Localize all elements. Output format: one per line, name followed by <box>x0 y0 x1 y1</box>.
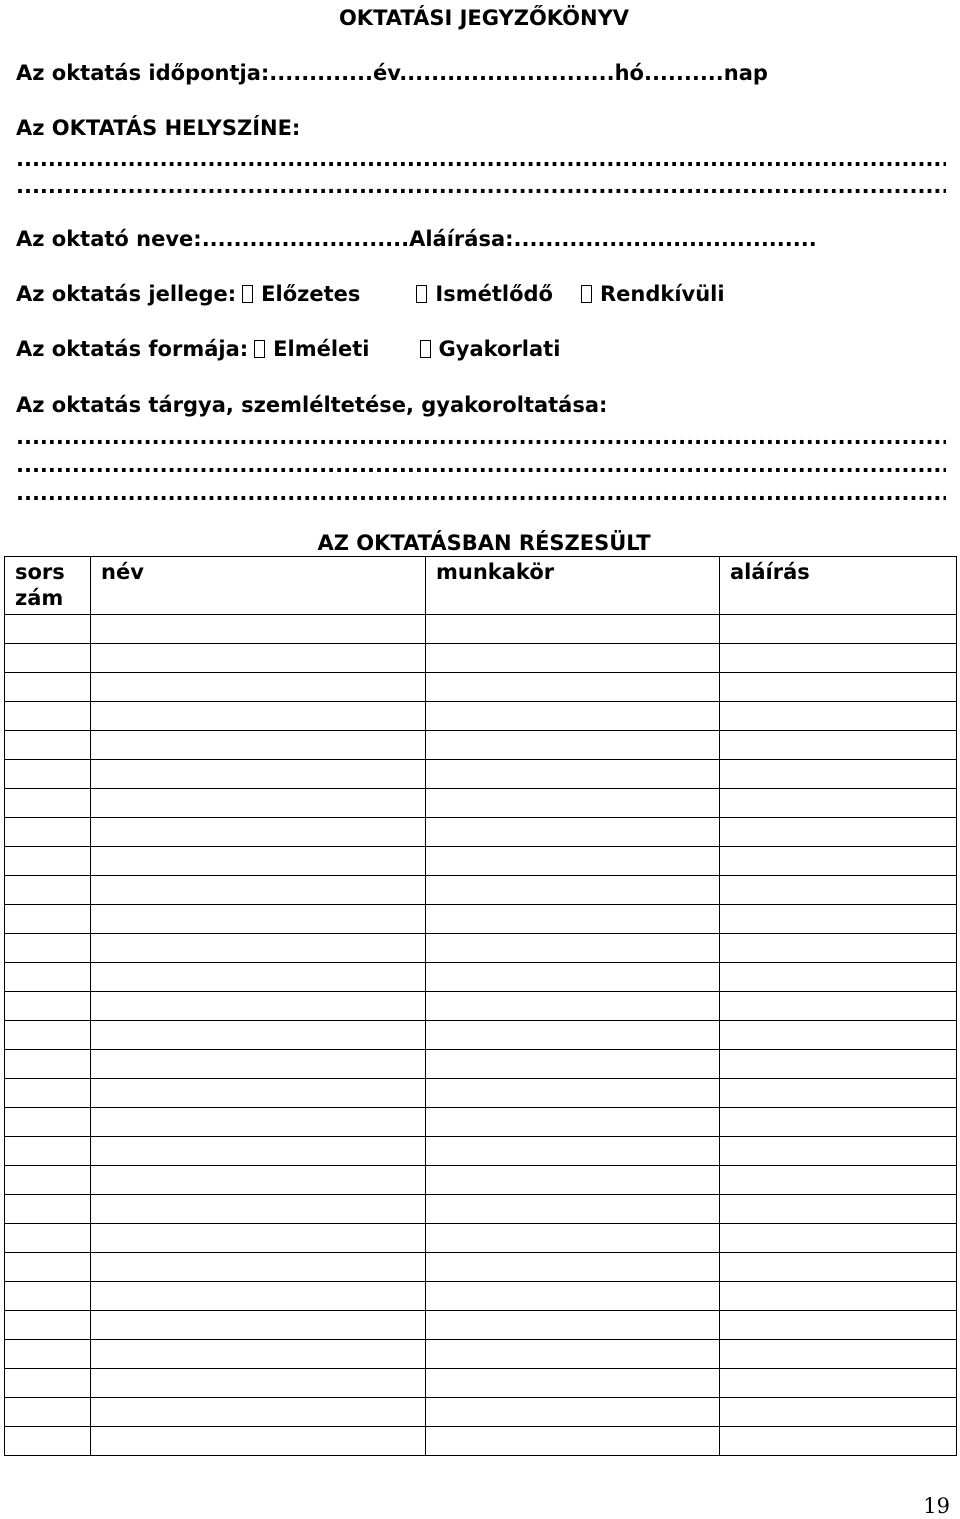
checkbox-icon[interactable] <box>254 340 265 358</box>
table-cell-signature[interactable] <box>720 992 957 1021</box>
subject-dotted-line-1 <box>16 424 946 450</box>
table-cell-name[interactable] <box>91 731 426 760</box>
table-cell-signature[interactable] <box>720 1021 957 1050</box>
table-cell-name[interactable] <box>91 673 426 702</box>
form-label: Az oktatás formája: <box>16 337 249 361</box>
table-row <box>5 789 957 818</box>
table-cell-signature[interactable] <box>720 1340 957 1369</box>
table-cell-job[interactable] <box>426 847 720 876</box>
table-cell-name[interactable] <box>91 934 426 963</box>
table-cell-name[interactable] <box>91 1427 426 1456</box>
table-cell-job[interactable] <box>426 1079 720 1108</box>
table-row <box>5 731 957 760</box>
checkbox-icon[interactable] <box>420 340 431 358</box>
table-cell-number[interactable] <box>5 1340 91 1369</box>
table-cell-number[interactable] <box>5 1137 91 1166</box>
table-cell-number[interactable] <box>5 1282 91 1311</box>
table-row <box>5 847 957 876</box>
column-header-name: név <box>91 557 426 615</box>
table-cell-signature[interactable] <box>720 673 957 702</box>
table-cell-signature[interactable] <box>720 1195 957 1224</box>
table-cell-number[interactable] <box>5 1311 91 1340</box>
table-row <box>5 1137 957 1166</box>
table-row <box>5 702 957 731</box>
nature-row <box>16 281 725 307</box>
table-cell-name[interactable] <box>91 1369 426 1398</box>
table-row <box>5 1021 957 1050</box>
table-cell-name[interactable] <box>91 1079 426 1108</box>
table-cell-signature[interactable] <box>720 1398 957 1427</box>
table-cell-signature[interactable] <box>720 1079 957 1108</box>
table-cell-number[interactable] <box>5 992 91 1021</box>
page-number: 19 <box>923 1494 950 1518</box>
table-row <box>5 1311 957 1340</box>
table-row <box>5 1427 957 1456</box>
table-cell-name[interactable] <box>91 1195 426 1224</box>
table-cell-signature[interactable] <box>720 760 957 789</box>
table-cell-job[interactable] <box>426 1253 720 1282</box>
table-cell-name[interactable] <box>91 1137 426 1166</box>
table-cell-number[interactable] <box>5 876 91 905</box>
table-cell-job[interactable] <box>426 876 720 905</box>
table-cell-number[interactable] <box>5 1398 91 1427</box>
table-cell-number[interactable] <box>5 905 91 934</box>
table-cell-name[interactable] <box>91 1224 426 1253</box>
nature-option-2: Ismétlődő <box>435 282 553 306</box>
location-dotted-line-1 <box>16 146 946 172</box>
table-row <box>5 1253 957 1282</box>
table-cell-name[interactable] <box>91 818 426 847</box>
table-cell-job[interactable] <box>426 1137 720 1166</box>
table-cell-name[interactable] <box>91 789 426 818</box>
table-cell-signature[interactable] <box>720 702 957 731</box>
table-row <box>5 1108 957 1137</box>
subject-dotted-line-3 <box>16 480 946 506</box>
table-cell-name[interactable] <box>91 615 426 644</box>
table-cell-job[interactable] <box>426 760 720 789</box>
table-cell-name[interactable] <box>91 847 426 876</box>
table-cell-number[interactable] <box>5 673 91 702</box>
table-cell-job[interactable] <box>426 673 720 702</box>
table-cell-job[interactable] <box>426 789 720 818</box>
table-cell-number[interactable] <box>5 615 91 644</box>
table-cell-signature[interactable] <box>720 1050 957 1079</box>
location-dotted-line-2 <box>16 173 946 199</box>
table-cell-signature[interactable] <box>720 1137 957 1166</box>
table-cell-signature[interactable] <box>720 1253 957 1282</box>
participants-title: AZ OKTATÁSBAN RÉSZESÜLT <box>317 531 651 555</box>
table-cell-job[interactable] <box>426 1369 720 1398</box>
table-body <box>5 615 957 1456</box>
table-cell-name[interactable] <box>91 760 426 789</box>
table-cell-job[interactable] <box>426 1340 720 1369</box>
table-cell-number[interactable] <box>5 847 91 876</box>
table-row <box>5 1224 957 1253</box>
table-cell-signature[interactable] <box>720 1108 957 1137</box>
table-cell-number[interactable] <box>5 1108 91 1137</box>
nature-label: Az oktatás jellege: <box>16 282 237 306</box>
table-cell-number[interactable] <box>5 1079 91 1108</box>
table-cell-job[interactable] <box>426 1108 720 1137</box>
table-cell-signature[interactable] <box>720 934 957 963</box>
table-row <box>5 876 957 905</box>
table-row <box>5 1079 957 1108</box>
table-cell-signature[interactable] <box>720 615 957 644</box>
table-cell-number[interactable] <box>5 644 91 673</box>
table-row <box>5 1398 957 1427</box>
form-option-1: Elméleti <box>273 337 370 361</box>
table-cell-name[interactable] <box>91 702 426 731</box>
table-cell-number[interactable] <box>5 1021 91 1050</box>
table-cell-number[interactable] <box>5 1369 91 1398</box>
table-cell-name[interactable] <box>91 963 426 992</box>
table-cell-signature[interactable] <box>720 847 957 876</box>
table-cell-job[interactable] <box>426 934 720 963</box>
table-cell-signature[interactable] <box>720 1166 957 1195</box>
table-row <box>5 644 957 673</box>
checkbox-icon[interactable] <box>242 285 253 303</box>
table-cell-job[interactable] <box>426 1195 720 1224</box>
table-row <box>5 1340 957 1369</box>
table-cell-job[interactable] <box>426 1166 720 1195</box>
checkbox-icon[interactable] <box>581 285 592 303</box>
subject-dotted-line-2 <box>16 452 946 478</box>
table-cell-name[interactable] <box>91 876 426 905</box>
table-cell-signature[interactable] <box>720 905 957 934</box>
table-row <box>5 1195 957 1224</box>
table-cell-name[interactable] <box>91 1108 426 1137</box>
participants-table <box>4 556 957 1456</box>
column-header-job: munkakör <box>426 557 720 615</box>
table-row <box>5 818 957 847</box>
table-cell-name[interactable] <box>91 1398 426 1427</box>
table-cell-signature[interactable] <box>720 1369 957 1398</box>
table-cell-number[interactable] <box>5 1050 91 1079</box>
table-row <box>5 934 957 963</box>
table-cell-job[interactable] <box>426 905 720 934</box>
table-cell-job[interactable] <box>426 818 720 847</box>
table-cell-number[interactable] <box>5 702 91 731</box>
instructor-line: Az oktató neve:..........................Aláírása:...................................... <box>16 227 817 251</box>
date-line: Az oktatás időpontja:.............év...........................hó..........nap <box>16 61 768 85</box>
table-cell-name[interactable] <box>91 1166 426 1195</box>
table-cell-name[interactable] <box>91 905 426 934</box>
table-cell-number[interactable] <box>5 1253 91 1282</box>
table-cell-signature[interactable] <box>720 963 957 992</box>
table-cell-job[interactable] <box>426 992 720 1021</box>
table-row <box>5 673 957 702</box>
table-cell-signature[interactable] <box>720 1224 957 1253</box>
table-row <box>5 1369 957 1398</box>
nature-option-3: Rendkívüli <box>599 282 725 306</box>
table-cell-job[interactable] <box>426 644 720 673</box>
column-header-number: sors zám <box>5 557 91 615</box>
subject-label: Az oktatás tárgya, szemléltetése, gyakoroltatása: <box>16 393 608 417</box>
table-cell-signature[interactable] <box>720 789 957 818</box>
table-cell-job[interactable] <box>426 1050 720 1079</box>
table-cell-number[interactable] <box>5 731 91 760</box>
document-title: OKTATÁSI JEGYZŐKÖNYV <box>338 6 630 30</box>
table-cell-signature[interactable] <box>720 1427 957 1456</box>
nature-option-1: Előzetes <box>261 282 361 306</box>
table-cell-name[interactable] <box>91 1311 426 1340</box>
location-label: Az OKTATÁS HELYSZÍNE: <box>16 116 301 140</box>
table-cell-name[interactable] <box>91 1253 426 1282</box>
table-cell-name[interactable] <box>91 1050 426 1079</box>
table-cell-signature[interactable] <box>720 818 957 847</box>
checkbox-icon[interactable] <box>416 285 427 303</box>
table-cell-signature[interactable] <box>720 644 957 673</box>
table-cell-job[interactable] <box>426 1282 720 1311</box>
table-cell-job[interactable] <box>426 1311 720 1340</box>
table-row <box>5 992 957 1021</box>
table-cell-name[interactable] <box>91 1282 426 1311</box>
table-row <box>5 615 957 644</box>
table-cell-job[interactable] <box>426 1427 720 1456</box>
table-cell-signature[interactable] <box>720 876 957 905</box>
table-row <box>5 760 957 789</box>
form-option-2: Gyakorlati <box>438 337 561 361</box>
column-header-signature: aláírás <box>720 557 957 615</box>
table-cell-number[interactable] <box>5 934 91 963</box>
table-row <box>5 1166 957 1195</box>
table-cell-number[interactable] <box>5 818 91 847</box>
table-cell-signature[interactable] <box>720 731 957 760</box>
table-cell-number[interactable] <box>5 963 91 992</box>
table-cell-number[interactable] <box>5 760 91 789</box>
table-cell-number[interactable] <box>5 1427 91 1456</box>
table-cell-name[interactable] <box>91 1021 426 1050</box>
table-cell-number[interactable] <box>5 1195 91 1224</box>
table-cell-number[interactable] <box>5 1166 91 1195</box>
table-cell-job[interactable] <box>426 615 720 644</box>
table-row <box>5 1282 957 1311</box>
table-cell-signature[interactable] <box>720 1282 957 1311</box>
table-cell-job[interactable] <box>426 1021 720 1050</box>
table-cell-job[interactable] <box>426 702 720 731</box>
table-row <box>5 963 957 992</box>
table-cell-number[interactable] <box>5 1224 91 1253</box>
table-cell-job[interactable] <box>426 963 720 992</box>
table-cell-number[interactable] <box>5 789 91 818</box>
table-row <box>5 905 957 934</box>
table-cell-signature[interactable] <box>720 1311 957 1340</box>
table-cell-job[interactable] <box>426 1224 720 1253</box>
table-cell-name[interactable] <box>91 992 426 1021</box>
table-row <box>5 1050 957 1079</box>
form-row <box>16 336 560 362</box>
table-cell-job[interactable] <box>426 731 720 760</box>
table-cell-name[interactable] <box>91 644 426 673</box>
table-cell-name[interactable] <box>91 1340 426 1369</box>
table-cell-job[interactable] <box>426 1398 720 1427</box>
table-header-row <box>5 557 957 615</box>
